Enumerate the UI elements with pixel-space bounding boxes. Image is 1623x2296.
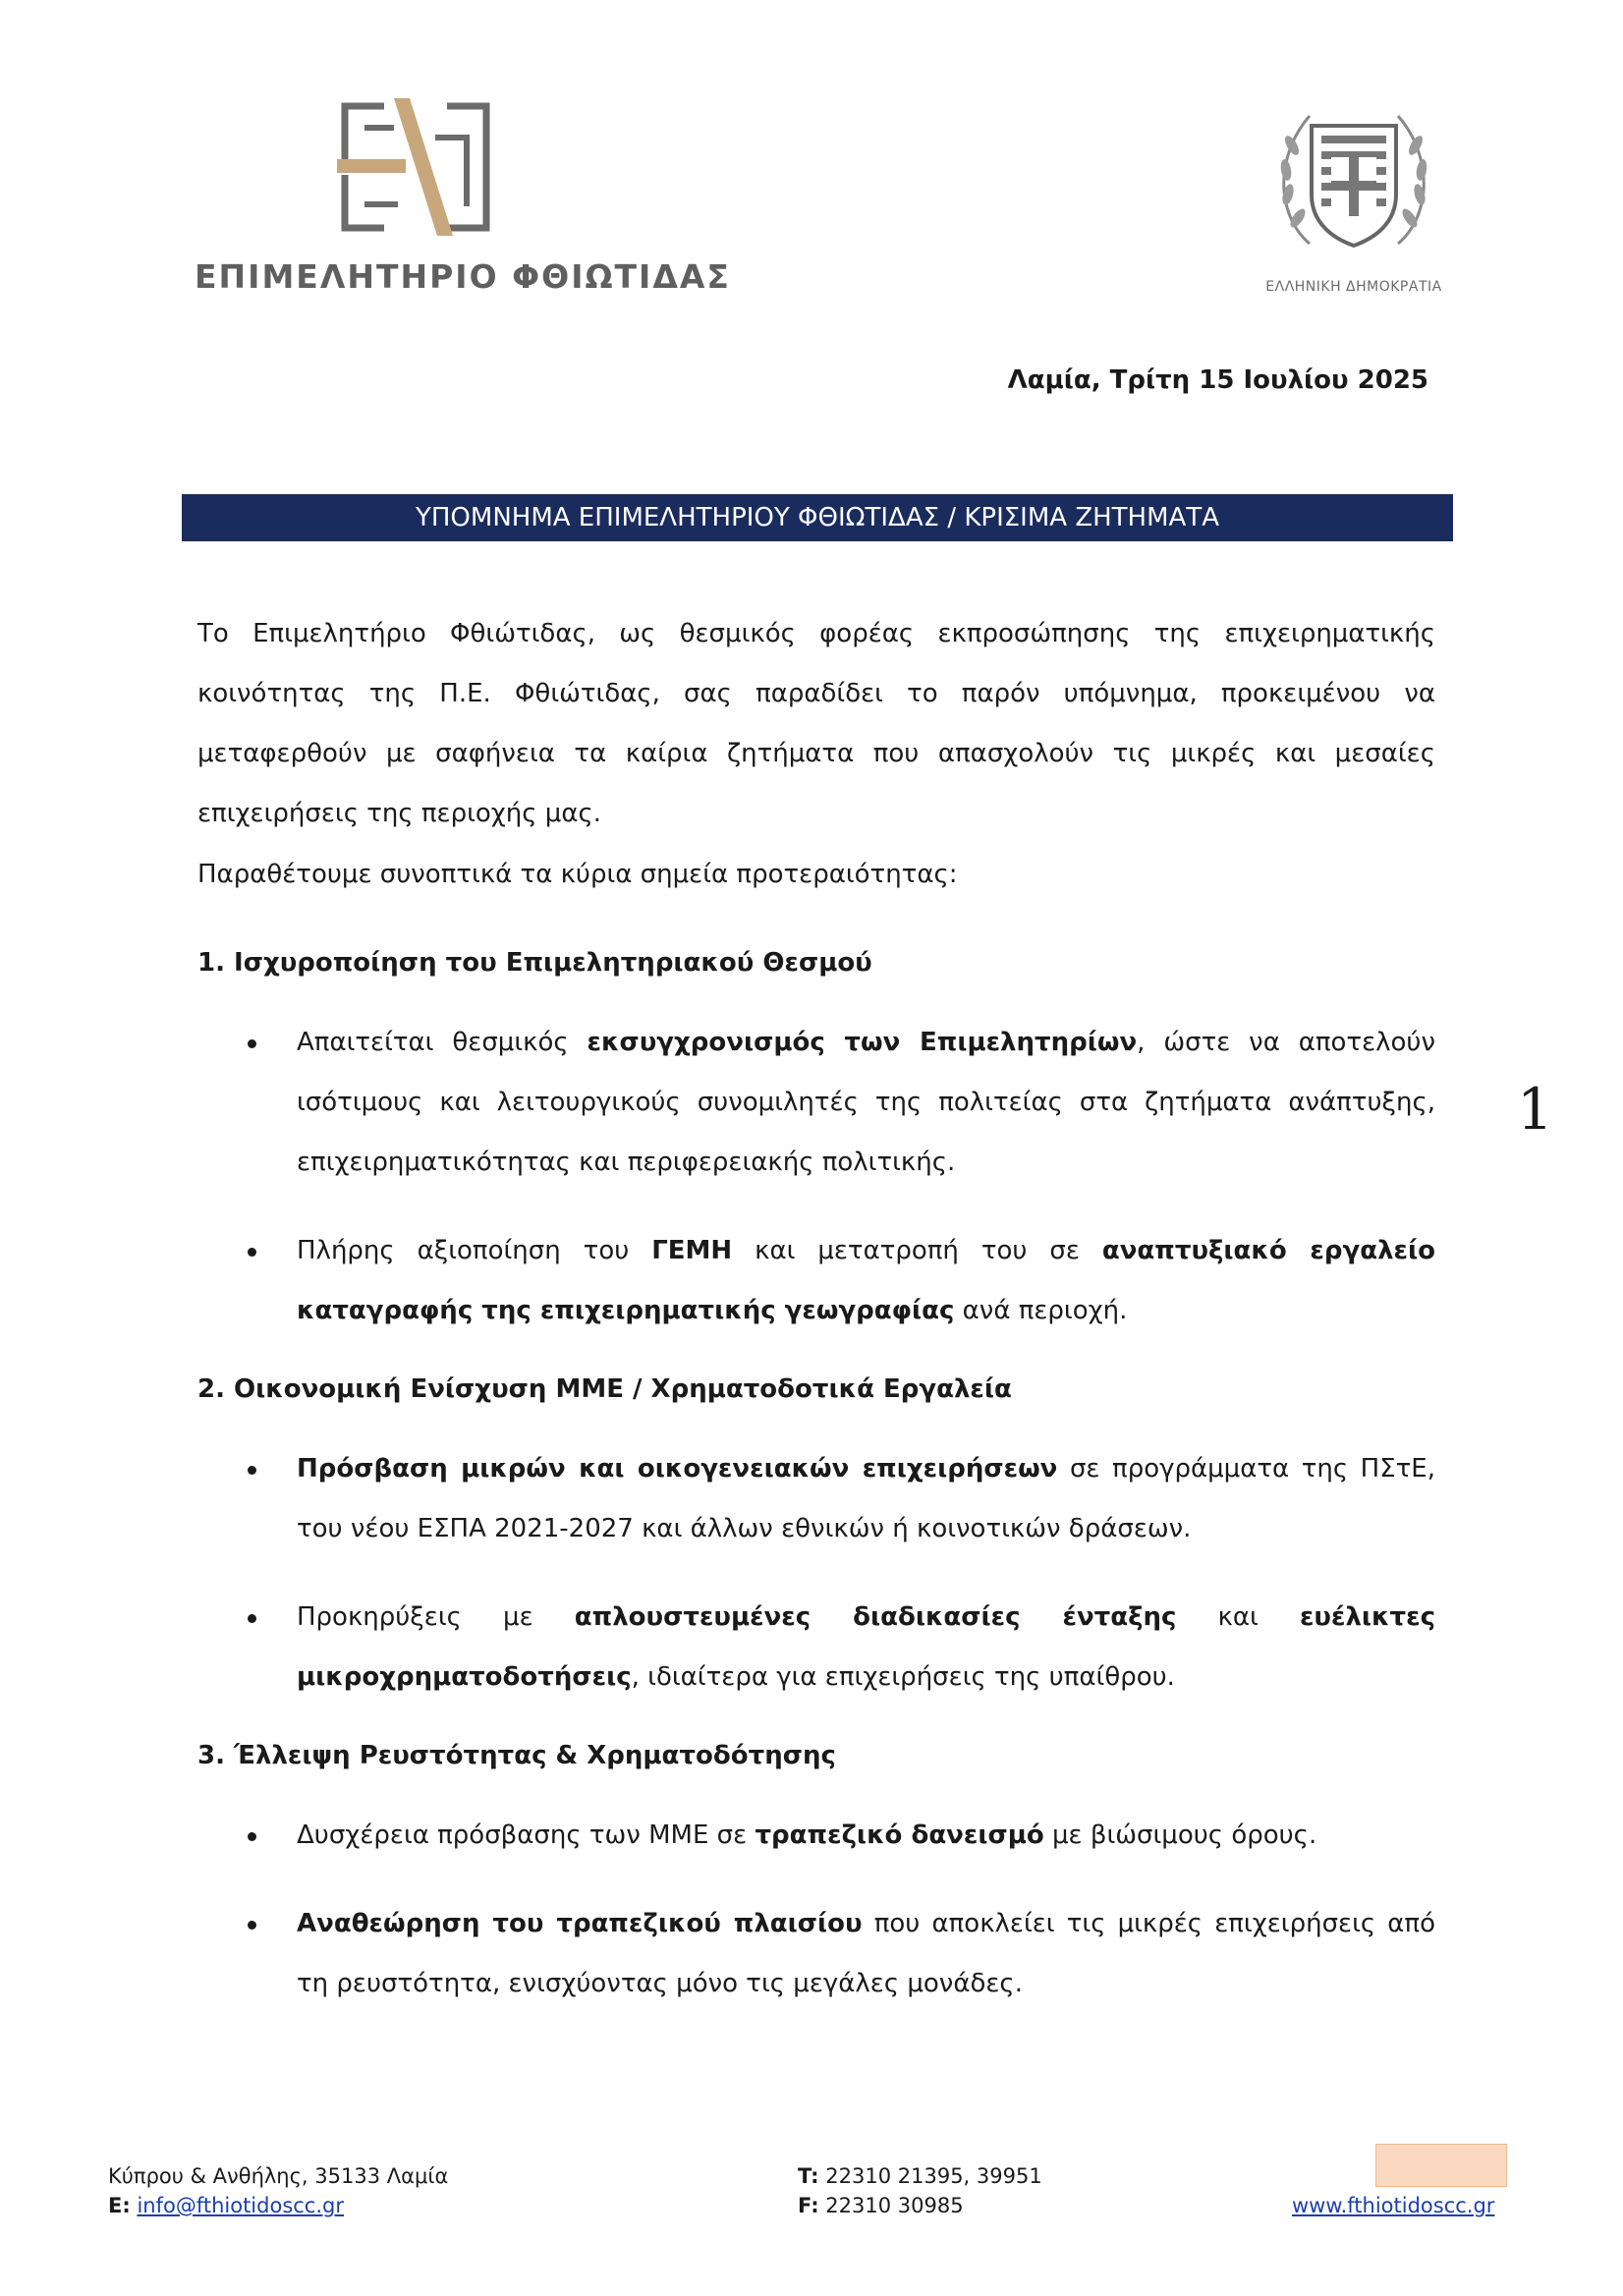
chamber-logo-mark-icon: [337, 98, 494, 236]
footer-accent-box: [1375, 2144, 1507, 2187]
bullet-list: [197, 1439, 1435, 1708]
bullet-icon: [248, 1248, 256, 1257]
coat-of-arms-icon: [1270, 96, 1437, 263]
footer: [0, 2156, 1623, 2274]
list-item: Δυσχέρεια πρόσβασης των ΜΜΕ σε τραπεζικό δανεισμό με βιώσιμους όρους.: [197, 1806, 1435, 1866]
bullet-icon: [248, 1614, 256, 1623]
document-body: [197, 606, 1435, 2014]
bullet-icon: [248, 1466, 256, 1475]
list-item: Αναθεώρηση του τραπεζικού πλαισίου που αποκλείει τις μικρές επιχειρήσεις από τη ρευστότητα, ενισχύοντας μόνο τις μεγάλες μονάδες.: [197, 1894, 1435, 2014]
website-link[interactable]: www.fthiotidoscc.gr: [1292, 2194, 1495, 2217]
bullet-list: [197, 1013, 1435, 1341]
greek-republic-emblem: [1260, 96, 1447, 303]
footer-website: [1292, 2194, 1494, 2217]
list-item: Πρόσβαση μικρών και οικογενειακών επιχειρήσεων σε προγράμματα της ΠΣτΕ, του νέου ΕΣΠΑ 2021-2027 και άλλων εθνικών ή κοινοτικών δράσεων.: [197, 1439, 1435, 1559]
fax-label: F:: [798, 2194, 819, 2217]
section-heading: 3. Έλλειψη Ρευστότητας & Χρηματοδότησης: [197, 1741, 836, 1770]
republic-label: ΕΛΛΗΝΙΚΗ ΔΗΜΟΚΡΑΤΙΑ: [1265, 279, 1442, 295]
intro-paragraph: Το Επιμελητήριο Φθιώτιδας, ως θεσμικός φορέας εκπροσώπησης της επιχειρηματικής κοινότητας της Π.Ε. Φθιώτιδας, σας παραδίδει το παρόν υπόμνημα, προκειμένου να μεταφερθούν με σαφήνεια τα καίρια ζητήματα που απασχολούν τις μικρές και μεσαίες επιχειρήσεις της περιοχής μας.: [197, 619, 1435, 828]
footer-email: [108, 2194, 344, 2217]
list-item: Πλήρης αξιοποίηση του ΓΕΜΗ και μετατροπή του σε αναπτυξιακό εργαλείο καταγραφής της επιχειρηματικής γεωγραφίας ανά περιοχή.: [197, 1221, 1435, 1341]
bullet-list: [197, 1806, 1435, 2014]
page-number: 1: [1517, 1076, 1553, 1143]
list-item: Προκηρύξεις με απλουστευμένες διαδικασίες ένταξης και ευέλικτες μικροχρηματοδοτήσεις, ιδιαίτερα για επιχειρήσεις της υπαίθρου.: [197, 1588, 1435, 1708]
list-item: Απαιτείται θεσμικός εκσυγχρονισμός των Επιμελητηρίων, ώστε να αποτελούν ισότιμους και λειτουργικούς συνομιλητές της πολιτείας στα ζητήματα ανάπτυξης, επιχειρηματικότητας και περιφερειακής πολιτικής.: [197, 1013, 1435, 1193]
document-date: Λαμία, Τρίτη 15 Ιουλίου 2025: [1007, 365, 1428, 395]
bullet-icon: [248, 1039, 256, 1048]
phone-value: 22310 21395, 39951: [825, 2164, 1042, 2188]
lead-paragraph: Παραθέτουμε συνοπτικά τα κύρια σημεία προτεραιότητας:: [197, 860, 958, 889]
chamber-name: ΕΠΙΜΕΛΗΤΗΡΙΟ ΦΘΙΩΤΙΔΑΣ: [195, 257, 731, 296]
chamber-logo: [195, 98, 731, 305]
section-heading: 1. Ισχυροποίηση του Επιμελητηριακού Θεσμού: [197, 948, 872, 978]
bullet-icon: [248, 1832, 256, 1841]
bullet-icon: [248, 1921, 256, 1930]
section-heading: 2. Οικονομική Ενίσχυση ΜΜΕ / Χρηματοδοτικά Εργαλεία: [197, 1374, 1012, 1404]
phone-label: T:: [798, 2164, 819, 2188]
document-title: ΥΠΟΜΝΗΜΑ ΕΠΙΜΕΛΗΤΗΡΙΟΥ ΦΘΙΩΤΙΔΑΣ / ΚΡΙΣΙΜΑ ΖΗΤΗΜΑΤΑ: [182, 494, 1453, 541]
footer-address: Κύπρου & Ανθήλης, 35133 Λαμία: [108, 2164, 449, 2188]
email-link[interactable]: info@fthiotidoscc.gr: [137, 2194, 344, 2217]
email-label: E:: [108, 2194, 131, 2217]
fax-value: 22310 30985: [825, 2194, 964, 2217]
footer-fax: [798, 2194, 964, 2217]
footer-phone: [798, 2164, 1042, 2188]
